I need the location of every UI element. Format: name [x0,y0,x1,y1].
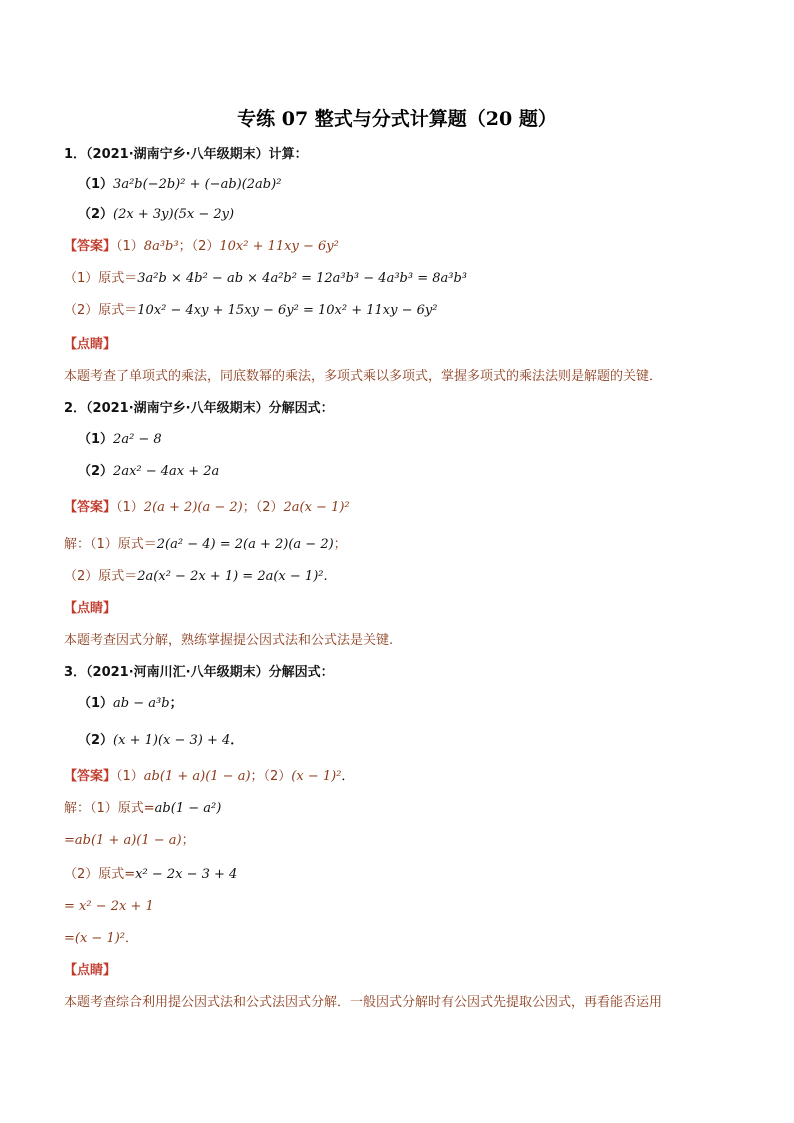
question-3-dianjing-text: 本题考查综合利用提公因式法和公式法因式分解．一般因式分解时有公因式先提取公因式，再看能否运用 [64,995,663,1010]
question-2-part-2 [78,463,734,481]
question-1-part-2 [78,206,734,224]
part-number: （1） [78,432,114,447]
answer-part-1-label: （1） [116,500,144,515]
part-number: （1） [78,696,114,711]
answer-1: 8a³b³ [143,239,179,254]
solution-expression: =ab(1 + a)(1 − a) [64,833,182,848]
question-3-solution-2-line-2 [64,898,734,916]
question-3-solution-2-line-3 [64,930,734,948]
solution-label: （1）原式＝ [64,271,138,286]
question-1-answer [64,238,734,256]
question-2-header: 2．（2021·湖南宁乡·八年级期末）分解因式： [64,401,334,416]
answer-2: 2a(x − 1)² [283,500,350,515]
expression: 3a²b(−2b)² + (−ab)(2ab)² [113,177,282,192]
question-2-answer [64,499,734,517]
part-number: （1） [78,177,114,192]
expression: 2a² − 8 [113,432,162,447]
answer-label: 【答案】 [64,500,117,515]
solution-expression: = x² − 2x + 1 [64,899,154,914]
solution-end: ； [333,537,347,552]
solution-label: （2）原式= [64,867,136,882]
answer-label: 【答案】 [64,239,117,254]
solution-expression: 2(a² − 4) = 2(a + 2)(a − 2) [156,537,334,552]
answer-part-1-label: （1） [116,239,144,254]
solution-end: ； [181,833,195,848]
answer-part-1-label: （1） [116,769,144,784]
answer-label: 【答案】 [64,769,117,784]
part-end: ； [169,696,183,711]
solution-end: ． [125,931,139,946]
expression: (x + 1)(x − 3) + 4 [113,733,231,748]
answer-1: ab(1 + a)(1 − a) [143,769,251,784]
question-1-part-1 [78,176,734,194]
expression: ab − a³b [113,696,170,711]
solution-expression: =(x − 1)² [64,931,126,946]
solution-expression: 2a(x² − 2x + 1) = 2a(x − 1)². [137,569,328,584]
solution-label: 解：（1）原式= [64,801,155,816]
question-2-solution-2 [64,568,734,586]
question-1-solution-2 [64,302,734,320]
solution-label: 解：（1）原式＝ [64,537,157,552]
solution-expression: 10x² − 4xy + 15xy − 6y² = 10x² + 11xy − 6y² [137,303,438,318]
question-2-dianjing-label: 【点睛】 [64,601,117,616]
question-1-dianjing-label: 【点睛】 [64,337,117,352]
solution-label: （2）原式＝ [64,569,138,584]
question-1-solution-1 [64,270,734,288]
question-1-header: 1．（2021·湖南宁乡·八年级期末）计算： [64,147,308,162]
answer-1: 2(a + 2)(a − 2) [143,500,243,515]
question-3-solution-2 [64,866,734,884]
question-3-answer [64,768,734,786]
question-1-dianjing-text: 本题考查了单项式的乘法，同底数幂的乘法，多项式乘以多项式，掌握多项式的乘法法则是解题的关键． [64,369,663,384]
answer-end: ． [341,769,355,784]
question-2-part-1 [78,431,734,449]
question-3-solution-1 [64,800,734,818]
question-3-solution-1-line-2 [64,832,734,850]
page-title: 专练 07 整式与分式计算题（20 题） [237,108,557,130]
part-number: （2） [78,733,114,748]
solution-expression: x² − 2x − 3 + 4 [135,867,238,882]
part-number: （2） [78,207,114,222]
question-2-dianjing-text: 本题考查因式分解，熟练掌握提公因式法和公式法是关键. [64,633,394,648]
part-number: （2） [78,464,114,479]
answer-part-2-label: ；（2） [242,500,284,515]
solution-expression: 3a²b × 4b² − ab × 4a²b² = 12a³b³ − 4a³b³ = 8a³b³ [137,271,467,286]
expression: 2ax² − 4ax + 2a [113,464,220,479]
answer-part-2-label: ；（2） [178,239,220,254]
solution-label: （2）原式＝ [64,303,138,318]
solution-expression: ab(1 − a²) [154,801,222,816]
question-3-dianjing-label: 【点睛】 [64,963,117,978]
answer-2: (x − 1)² [291,769,342,784]
part-end: ． [230,733,244,748]
answer-2: 10x² + 11xy − 6y² [219,239,339,254]
question-2-solution-1 [64,536,734,554]
question-3-part-2 [78,732,734,750]
expression: (2x + 3y)(5x − 2y) [113,207,235,222]
answer-part-2-label: ；（2） [250,769,292,784]
question-3-header: 3．（2021·河南川汇·八年级期末）分解因式： [64,665,334,680]
question-3-part-1 [78,695,734,713]
